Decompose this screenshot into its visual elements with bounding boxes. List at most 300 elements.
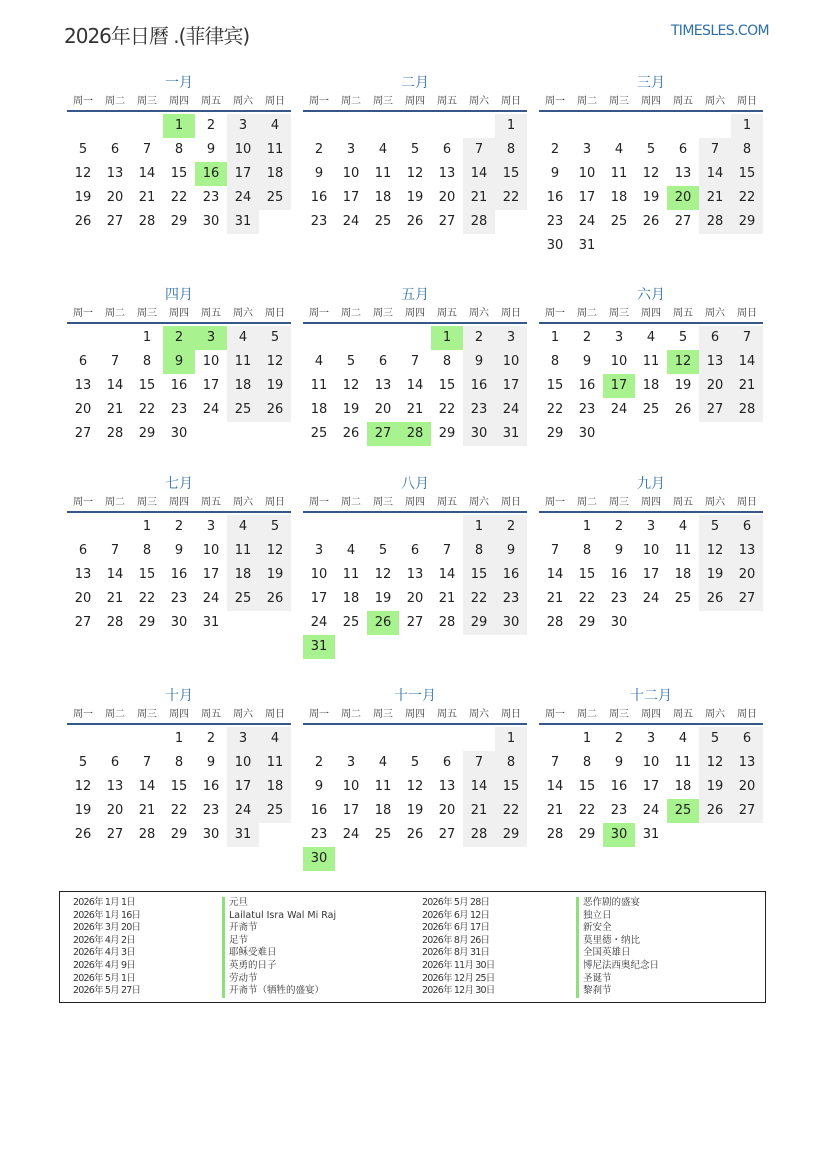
weekday-label: 周二	[341, 308, 361, 319]
day-cell: 7	[463, 751, 495, 775]
day-cell: 28	[138, 827, 156, 842]
day-cell: 9	[206, 142, 216, 157]
weekday-label: 周四	[405, 497, 425, 508]
weekday-label: 周二	[105, 96, 125, 107]
month-block	[303, 685, 527, 871]
day-cell: 25	[227, 587, 259, 611]
day-grid	[67, 112, 291, 234]
day-cell: 31	[642, 827, 660, 842]
day-cell: 3	[346, 755, 356, 770]
weekday-label: 周一	[545, 308, 565, 319]
day-cell: 25	[374, 214, 392, 229]
day-cell: 14	[463, 775, 495, 799]
day-cell: 2	[550, 142, 560, 157]
day-cell: 20	[106, 803, 124, 818]
empty-cell	[399, 727, 431, 751]
weekday-label: 周一	[545, 96, 565, 107]
weekday-label: 周六	[705, 308, 725, 319]
day-cell: 25	[642, 402, 660, 417]
weekday-label: 周五	[201, 96, 221, 107]
day-cell: 1	[550, 330, 560, 345]
weekday-label: 周二	[105, 497, 125, 508]
day-cell: 13	[438, 779, 456, 794]
day-cell: 18	[674, 567, 692, 582]
day-cell: 26	[342, 426, 360, 441]
day-cell: 18	[374, 803, 392, 818]
day-cell: 10	[578, 166, 596, 181]
day-cell: 27	[438, 827, 456, 842]
day-cell: 28	[546, 615, 564, 630]
day-cell: 29	[578, 615, 596, 630]
weekday-label: 周五	[437, 709, 457, 720]
day-cell: 22	[578, 803, 596, 818]
day-cell: 5	[346, 354, 356, 369]
day-cell: 2	[495, 515, 527, 539]
day-cell: 20	[106, 190, 124, 205]
day-cell: 30	[546, 238, 564, 253]
day-cell: 26	[642, 214, 660, 229]
holiday-day-cell: 28	[399, 422, 431, 446]
day-cell: 20	[374, 402, 392, 417]
day-cell: 6	[699, 326, 731, 350]
day-grid	[539, 324, 763, 446]
weekday-label: 周三	[137, 96, 157, 107]
day-cell: 11	[259, 138, 291, 162]
day-cell: 4	[346, 543, 356, 558]
holiday-date: 2026年 1月 16日	[73, 909, 141, 921]
day-cell: 13	[106, 166, 124, 181]
holiday-date: 2026年 4月 9日	[73, 959, 136, 971]
day-cell: 24	[202, 402, 220, 417]
day-cell: 28	[731, 398, 763, 422]
holiday-date: 2026年 5月 27日	[73, 985, 141, 997]
month-name: 十二月	[630, 688, 672, 704]
holiday-day-cell: 25	[667, 799, 699, 823]
day-cell: 26	[74, 827, 92, 842]
day-cell: 2	[314, 755, 324, 770]
day-cell: 12	[259, 350, 291, 374]
empty-cell	[699, 114, 731, 138]
day-cell: 25	[310, 426, 328, 441]
day-cell: 12	[642, 166, 660, 181]
day-grid	[303, 112, 527, 234]
day-cell: 11	[674, 755, 692, 770]
day-cell: 24	[610, 402, 628, 417]
weekday-label: 周一	[73, 709, 93, 720]
weekday-header	[67, 94, 291, 112]
day-cell: 15	[438, 378, 456, 393]
day-cell: 31	[202, 615, 220, 630]
day-cell: 15	[578, 567, 596, 582]
day-cell: 19	[342, 402, 360, 417]
day-cell: 26	[406, 827, 424, 842]
day-cell: 18	[374, 190, 392, 205]
day-cell: 5	[699, 515, 731, 539]
day-cell: 7	[463, 138, 495, 162]
day-cell: 9	[614, 755, 624, 770]
day-cell: 4	[378, 755, 388, 770]
holiday-day-cell: 1	[163, 114, 195, 138]
empty-cell	[431, 114, 463, 138]
day-cell: 24	[227, 186, 259, 210]
weekday-label: 周二	[341, 96, 361, 107]
day-cell: 9	[582, 354, 592, 369]
weekday-label: 周一	[73, 497, 93, 508]
weekday-label: 周四	[641, 497, 661, 508]
day-cell: 9	[614, 543, 624, 558]
day-cell: 22	[170, 190, 188, 205]
month-name: 九月	[637, 476, 665, 492]
day-cell: 29	[438, 426, 456, 441]
day-cell: 9	[174, 543, 184, 558]
day-cell: 8	[550, 354, 560, 369]
day-cell: 30	[170, 615, 188, 630]
day-cell: 8	[142, 543, 152, 558]
day-cell: 26	[406, 214, 424, 229]
weekday-label: 周二	[341, 709, 361, 720]
day-cell: 10	[495, 350, 527, 374]
weekday-label: 周六	[705, 497, 725, 508]
month-block	[539, 473, 763, 635]
day-cell: 6	[78, 543, 88, 558]
holiday-date: 2026年 4月 2日	[73, 934, 136, 946]
weekday-label: 周六	[469, 96, 489, 107]
day-cell: 1	[731, 114, 763, 138]
month-block	[539, 72, 763, 258]
day-cell: 30	[495, 611, 527, 635]
weekday-label: 周三	[609, 497, 629, 508]
day-cell: 26	[674, 402, 692, 417]
weekday-header	[303, 306, 527, 324]
holiday-day-cell: 3	[195, 326, 227, 350]
holiday-day-cell: 30	[603, 823, 635, 847]
day-cell: 18	[259, 162, 291, 186]
day-cell: 29	[578, 827, 596, 842]
day-cell: 16	[495, 563, 527, 587]
empty-cell	[431, 515, 463, 539]
weekday-label: 周日	[737, 308, 757, 319]
day-cell: 22	[438, 402, 456, 417]
site-link[interactable]: TIMESLES.COM	[670, 23, 769, 39]
day-cell: 5	[678, 330, 688, 345]
day-cell: 21	[106, 402, 124, 417]
weekday-label: 周一	[73, 308, 93, 319]
day-cell: 22	[578, 591, 596, 606]
holiday-date: 2026年 1月 1日	[73, 897, 136, 908]
day-cell: 1	[174, 731, 184, 746]
holiday-day-cell: 17	[603, 374, 635, 398]
day-cell: 23	[170, 402, 188, 417]
empty-cell	[539, 727, 571, 751]
empty-cell	[335, 515, 367, 539]
day-cell: 23	[546, 214, 564, 229]
day-cell: 7	[142, 755, 152, 770]
day-cell: 6	[378, 354, 388, 369]
day-cell: 10	[642, 543, 660, 558]
holiday-name: 英勇的日子	[222, 960, 336, 973]
month-name: 七月	[165, 476, 193, 492]
weekday-label: 周二	[105, 308, 125, 319]
day-cell: 11	[610, 166, 628, 181]
weekday-header	[303, 707, 527, 725]
day-cell: 28	[138, 214, 156, 229]
day-cell: 10	[227, 751, 259, 775]
day-cell: 27	[699, 398, 731, 422]
day-cell: 8	[495, 751, 527, 775]
weekday-label: 周六	[705, 709, 725, 720]
empty-cell	[539, 114, 571, 138]
weekday-label: 周四	[641, 308, 661, 319]
weekday-header	[67, 707, 291, 725]
day-cell: 12	[406, 779, 424, 794]
day-cell: 8	[582, 543, 592, 558]
day-cell: 17	[227, 775, 259, 799]
day-cell: 26	[699, 587, 731, 611]
empty-cell	[303, 515, 335, 539]
day-cell: 14	[699, 162, 731, 186]
empty-cell	[571, 114, 603, 138]
day-cell: 21	[463, 799, 495, 823]
holiday-name: 元旦	[222, 897, 336, 910]
day-cell: 28	[699, 210, 731, 234]
day-cell: 13	[406, 567, 424, 582]
weekday-label: 周六	[469, 308, 489, 319]
day-cell: 24	[342, 214, 360, 229]
empty-cell	[431, 727, 463, 751]
weekday-header	[539, 707, 763, 725]
holiday-day-cell: 2	[163, 326, 195, 350]
day-cell: 16	[546, 190, 564, 205]
holiday-names-col-1	[222, 897, 336, 998]
day-cell: 28	[438, 615, 456, 630]
day-cell: 11	[227, 539, 259, 563]
day-cell: 30	[202, 214, 220, 229]
holiday-name: 全国英雄日	[576, 947, 659, 960]
weekday-label: 周六	[469, 709, 489, 720]
day-cell: 6	[110, 755, 120, 770]
day-cell: 7	[731, 326, 763, 350]
empty-cell	[539, 515, 571, 539]
day-cell: 2	[614, 519, 624, 534]
day-cell: 19	[74, 803, 92, 818]
day-cell: 23	[495, 587, 527, 611]
day-cell: 25	[227, 398, 259, 422]
month-block	[303, 72, 527, 234]
empty-cell	[131, 727, 163, 751]
weekday-label: 周四	[641, 96, 661, 107]
day-cell: 15	[495, 775, 527, 799]
month-name: 一月	[165, 75, 193, 91]
weekday-header	[539, 306, 763, 324]
month-block	[539, 284, 763, 446]
empty-cell	[463, 114, 495, 138]
day-cell: 16	[463, 374, 495, 398]
day-cell: 25	[610, 214, 628, 229]
empty-cell	[399, 326, 431, 350]
weekday-label: 周二	[577, 497, 597, 508]
holiday-date: 2026年 12月 30日	[422, 985, 495, 997]
holiday-date: 2026年 6月 17日	[422, 922, 490, 934]
weekday-label: 周四	[169, 96, 189, 107]
day-cell: 7	[410, 354, 420, 369]
weekday-header	[539, 94, 763, 112]
weekday-header	[539, 495, 763, 513]
weekday-header	[303, 94, 527, 112]
day-cell: 16	[610, 779, 628, 794]
day-cell: 15	[170, 779, 188, 794]
day-cell: 22	[138, 591, 156, 606]
day-cell: 22	[463, 587, 495, 611]
holiday-name: 独立日	[576, 910, 659, 923]
weekday-label: 周三	[373, 308, 393, 319]
day-cell: 29	[170, 214, 188, 229]
month-block	[67, 284, 291, 446]
day-cell: 16	[170, 378, 188, 393]
day-cell: 21	[138, 190, 156, 205]
day-cell: 28	[463, 823, 495, 847]
day-cell: 19	[374, 591, 392, 606]
weekday-label: 周四	[641, 709, 661, 720]
day-cell: 14	[106, 378, 124, 393]
day-cell: 8	[142, 354, 152, 369]
day-cell: 4	[314, 354, 324, 369]
day-cell: 29	[138, 615, 156, 630]
empty-cell	[303, 727, 335, 751]
day-cell: 10	[342, 166, 360, 181]
day-cell: 24	[578, 214, 596, 229]
day-cell: 19	[74, 190, 92, 205]
weekday-label: 周四	[169, 709, 189, 720]
day-cell: 17	[342, 803, 360, 818]
month-name: 十一月	[394, 688, 436, 704]
day-cell: 21	[463, 186, 495, 210]
holiday-date: 2026年 8月 26日	[422, 934, 490, 946]
day-cell: 14	[406, 378, 424, 393]
day-cell: 21	[699, 186, 731, 210]
holiday-dates-col-2	[422, 897, 495, 998]
day-cell: 18	[674, 779, 692, 794]
weekday-label: 周日	[265, 497, 285, 508]
day-cell: 21	[138, 803, 156, 818]
day-cell: 7	[550, 755, 560, 770]
day-cell: 14	[731, 350, 763, 374]
day-grid	[67, 324, 291, 446]
day-cell: 8	[463, 539, 495, 563]
day-cell: 8	[731, 138, 763, 162]
day-cell: 31	[578, 238, 596, 253]
day-cell: 22	[495, 799, 527, 823]
weekday-label: 周六	[705, 96, 725, 107]
day-cell: 5	[410, 755, 420, 770]
weekday-label: 周一	[309, 96, 329, 107]
holiday-name: 开斋节	[222, 922, 336, 935]
day-cell: 11	[259, 751, 291, 775]
day-cell: 3	[614, 330, 624, 345]
empty-cell	[635, 114, 667, 138]
day-cell: 28	[463, 210, 495, 234]
weekday-label: 周一	[309, 709, 329, 720]
day-cell: 18	[642, 378, 660, 393]
holiday-name: 开斋节（牺牲的盛宴）	[222, 985, 336, 998]
day-cell: 25	[259, 799, 291, 823]
day-cell: 7	[110, 354, 120, 369]
day-cell: 2	[174, 519, 184, 534]
day-cell: 25	[259, 186, 291, 210]
day-cell: 21	[731, 374, 763, 398]
day-cell: 27	[74, 426, 92, 441]
day-cell: 15	[138, 378, 156, 393]
weekday-label: 周日	[265, 96, 285, 107]
day-cell: 9	[463, 350, 495, 374]
day-cell: 21	[438, 591, 456, 606]
day-cell: 15	[170, 166, 188, 181]
day-cell: 12	[699, 539, 731, 563]
day-cell: 15	[546, 378, 564, 393]
day-cell: 6	[442, 142, 452, 157]
weekday-label: 周四	[405, 96, 425, 107]
day-cell: 23	[610, 803, 628, 818]
day-cell: 8	[442, 354, 452, 369]
day-cell: 20	[731, 775, 763, 799]
holiday-day-cell: 20	[667, 186, 699, 210]
day-cell: 19	[642, 190, 660, 205]
day-cell: 4	[614, 142, 624, 157]
day-cell: 13	[699, 350, 731, 374]
empty-cell	[367, 114, 399, 138]
day-cell: 7	[550, 543, 560, 558]
day-cell: 4	[378, 142, 388, 157]
holiday-date: 2026年 5月 28日	[422, 897, 490, 908]
empty-cell	[399, 114, 431, 138]
day-cell: 13	[74, 378, 92, 393]
weekday-label: 周五	[201, 497, 221, 508]
day-grid	[539, 513, 763, 635]
day-cell: 22	[731, 186, 763, 210]
day-cell: 29	[546, 426, 564, 441]
day-cell: 27	[106, 827, 124, 842]
empty-cell	[67, 326, 99, 350]
day-cell: 7	[142, 142, 152, 157]
day-grid	[67, 725, 291, 847]
day-cell: 17	[202, 378, 220, 393]
day-cell: 18	[342, 591, 360, 606]
weekday-label: 周日	[265, 709, 285, 720]
month-block	[303, 473, 527, 659]
day-cell: 5	[259, 326, 291, 350]
holiday-dates-col-1	[73, 897, 140, 998]
day-cell: 6	[731, 727, 763, 751]
weekday-label: 周四	[405, 308, 425, 319]
day-cell: 24	[642, 803, 660, 818]
day-cell: 6	[410, 543, 420, 558]
day-cell: 3	[227, 727, 259, 751]
weekday-label: 周二	[105, 709, 125, 720]
weekday-label: 周一	[309, 497, 329, 508]
weekday-label: 周四	[405, 709, 425, 720]
day-cell: 20	[74, 591, 92, 606]
day-cell: 27	[406, 615, 424, 630]
weekday-label: 周五	[673, 96, 693, 107]
day-cell: 11	[374, 779, 392, 794]
day-cell: 16	[170, 567, 188, 582]
empty-cell	[99, 727, 131, 751]
day-cell: 15	[495, 162, 527, 186]
day-cell: 15	[463, 563, 495, 587]
weekday-label: 周一	[73, 96, 93, 107]
day-cell: 18	[310, 402, 328, 417]
holiday-day-cell: 1	[431, 326, 463, 350]
day-cell: 1	[463, 515, 495, 539]
